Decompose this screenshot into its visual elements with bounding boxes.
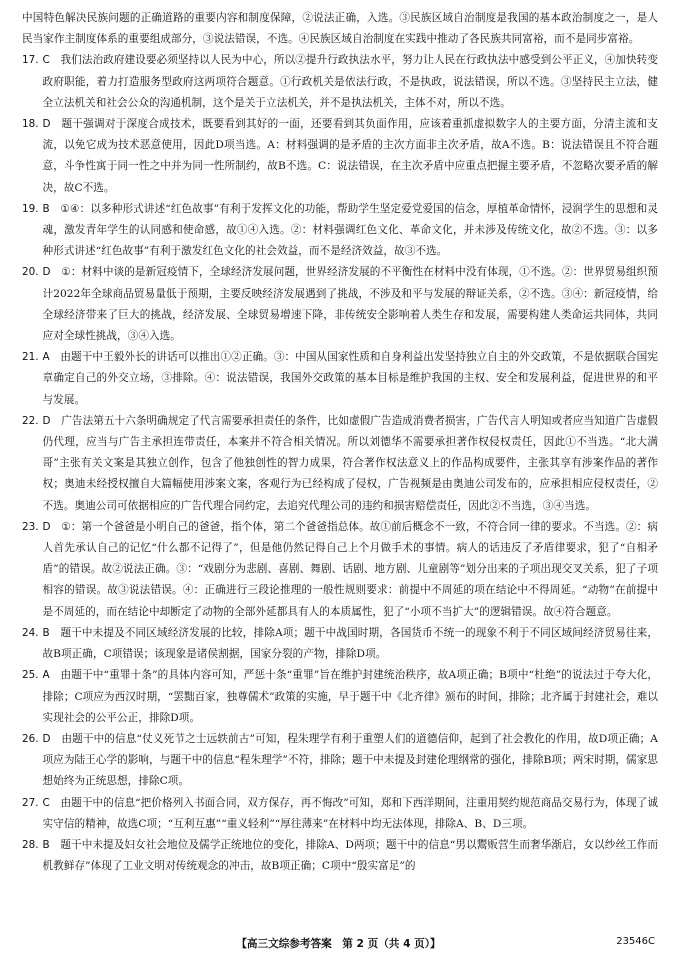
explanation-text: ①：材料中谈的是新冠疫情下，全球经济发展问题，世界经济发展的不平衡性在材料中没有体现，①不选。②：世界贸易组织预计2022年全球商品贸易量低于预期，主要反映经济发展遇到了挑战，不涉及和平与发展的辩证关系，②不选。③④：新冠疫情，给全球经济带来了巨大的挑战，经济发展、全球贸易增速下降，非传统安全影响着人类生存和发展，需要构建人类命运共同体，共同应对全球性挑战，③④入选。 (42, 266, 658, 343)
answer-letter: D (42, 732, 51, 745)
answer-explanation (43, 517, 658, 623)
answer-explanation (43, 665, 658, 729)
explanation-text: 由题干中的信息“把价格列入书面合同，双方保存，再不悔改”可知，郑和下西洋期间，注重用契约规范商品交易行为，体现了诚实守信的精神，故选C项；“互利互惠”“重义轻利”“厚往薄来”在材料中均无法体现，排除A、B、D三项。 (42, 796, 658, 830)
explanation-text: 题干中未提及妇女社会地位及儒学正统地位的变化，排除A、D两项；题干中的信息“男以鬻贩营生而奢华渐启，女以纱丝工作而机教鲜存”体现了工业文明对传统观念的冲击，故B项正确；C项中“殷实富足”的 (42, 838, 658, 873)
answer-letter: B (42, 626, 50, 639)
answer-letter: D (42, 266, 51, 279)
footer-title: 【高三文综参考答案 第 2 页（共 4 页）】 (236, 938, 441, 950)
answer-explanation (43, 835, 658, 877)
question-number: 24. (22, 626, 39, 639)
answer-item (22, 793, 658, 835)
answer-item (22, 665, 658, 729)
page-footer (0, 936, 677, 956)
answer-item (22, 347, 658, 411)
answer-explanation (43, 262, 658, 347)
question-number: 18. (22, 118, 39, 131)
question-number: 20. (22, 266, 39, 279)
answer-letter: B (42, 202, 50, 215)
answer-item (22, 835, 658, 877)
answer-explanation (43, 793, 658, 835)
answer-item (22, 114, 658, 199)
answer-explanation (43, 623, 658, 665)
question-number: 19. (22, 202, 39, 215)
answer-letter: C (42, 54, 50, 67)
answer-item (22, 199, 658, 263)
answer-explanation (43, 411, 658, 517)
answer-explanation (43, 729, 658, 793)
answer-item (22, 262, 658, 347)
explanation-text: 我们法治政府建设要必须坚持以人民为中心，所以②提升行政执法水平，努力让人民在行政执法中感受到公平正义，④加快转变政府职能，着力打造服务型政府这两项符合题意。①行政机关是依法行政，不是执政，说法错误，所以不选。③坚持民主立法，健全立法机关和社会公众的沟通机制，这个是关于立法机关，并不是执法机关，主体不对，所以不选。 (42, 54, 658, 109)
question-number: 25. (22, 669, 39, 682)
answer-item (22, 411, 658, 517)
explanation-text: 由题干中王毅外长的讲话可以推出①②正确。③：中国从国家性质和自身利益出发坚持独立自主的外交政策，不是依据联合国宪章确定自己的外交立场，③排除。④：说法错误，我国外交政策的基本目标是维护我国的主权、安全和发展利益，促进世界的和平与发展。 (42, 351, 658, 406)
question-number: 27. (22, 796, 39, 809)
answer-letter: D (42, 118, 51, 131)
answer-explanation (43, 114, 658, 199)
question-number: 17. (22, 54, 39, 67)
answer-explanation (43, 50, 658, 114)
explanation-text: 由题干中的信息“仗义死节之士远轶前古”可知，程朱理学有利于重塑人们的道德信仰，起到了社会教化的作用，故D项正确；A项应为陆王心学的影响，与题干中的信息“程朱理学”不符，排除；题干中未提及封建伦理纲常的强化，排除B项；两宋时期，儒家思想始终为正统思想，排除C项。 (42, 732, 658, 788)
answer-letter: A (42, 351, 50, 364)
explanation-text: ①④：以多种形式讲述“红色故事”有利于发挥文化的功能，帮助学生坚定爱党爱国的信念，厚植革命情怀，浸润学生的思想和灵魂，激发青年学生的认同感和使命感，故①④入选。②：材料强调红色文化、革命文化，并未涉及传统文化，故②不选。③：以多种形式讲述“红色故事”有利于激发红色文化的社会效益，而不是经济效益，故③不选。 (42, 202, 658, 258)
answer-explanation (43, 199, 658, 263)
answer-letter: D (42, 414, 51, 427)
question-number: 21. (22, 351, 39, 364)
answer-letter: B (42, 838, 50, 851)
answer-letter: A (42, 669, 50, 682)
answer-letter: D (42, 520, 51, 533)
answer-key-page (22, 8, 658, 877)
question-number: 26. (22, 732, 39, 745)
question-number: 28. (22, 838, 39, 851)
explanation-text: 题干强调对于深度合成技术，既要看到其好的一面，还要看到其负面作用，应该着重抓虚拟数字人的主要方面，分清主流和支流，以免它成为技术恶意使用，因此D项当选。A：材料强调的是矛盾的主次方面非主次矛盾，故A不选。B：说法错误且不符合题意，斗争性寓于同一性之中并为同一性所制约，故B不选。C：说法错误，在主次矛盾中应重点把握主要矛盾，不忽略次要矛盾的解决，故C不选。 (42, 118, 658, 194)
explanation-text: 由题干中“重罪十条”的具体内容可知，严惩十条“重罪”旨在维护封建统治秩序，故A项正确；B项中“杜绝”的说法过于夸大化，排除；C项应为西汉时期，“罢黜百家，独尊儒术”政策的实施，早于题干中《北齐律》颁布的时间，排除；北齐属于封建社会，难以实现社会的公平公正，排除D项。 (42, 669, 658, 724)
document-code: 23546C (616, 936, 655, 947)
answer-list (22, 50, 658, 877)
intro-paragraph: 中国特色解决民族问题的正确道路的重要内容和制度保障，②说法正确，入选。③民族区域自治制度是我国的基本政治制度之一，是人民当家作主制度体系的重要组成部分，③说法错误，不选。④民族区域自治制度在实践中推动了各民族共同富裕，而不是同步富裕。 (22, 12, 658, 46)
explanation-text: 广告法第五十六条明确规定了代言需要承担责任的条件，比如虚假广告造成消费者损害，广告代言人明知或者应当知道广告虚假仍代理，应当与广告主承担连带责任，本案并不符合相关情况。所以刘德华不需要承担著作权侵权责任，因此①不当选。“北大满哥”主张有关文案是其独立创作，包含了他独创性的智力成果，符合著作权法意义上的作品构成要件，主张其享有涉案作品的著作权；奥迪未经授权擅自大篇幅使用涉案文案，客观行为已经构成了侵权，广告视频是由奥迪公司发布的，应承担相应侵权责任，②不选。奥迪公司可依据相应的广告代理合同约定，去追究代理公司的违约和损害赔偿责任，因此②不当选，③④当选。 (42, 414, 658, 512)
answer-item (22, 729, 658, 793)
answer-explanation (43, 347, 658, 411)
answer-item (22, 50, 658, 114)
question-number: 23. (22, 520, 39, 533)
question-number: 22. (22, 414, 39, 427)
answer-item (22, 517, 658, 623)
answer-item (22, 623, 658, 665)
explanation-text: 题干中未提及不同区域经济发展的比较，排除A项；题干中战国时期，各国货币不统一的现象不利于不同区域间经济贸易往来，故B项正确，C项错误；该现象是诸侯割据，国家分裂的产物，排除D项。 (42, 626, 658, 661)
explanation-text: ①：第一个爸爸是小明自己的爸爸，指个体，第二个爸爸指总体。故①前后概念不一致，不符合同一律的要求。不当选。②：病人首先承认自己的记忆“什么都不记得了”，但是他仍然记得自己上个月做手术的事情。病人的话违反了矛盾律要求，犯了“自相矛盾”的错误。故②说法正确。③：“戏剧分为悲剧、喜剧、舞剧、话剧、地方剧、儿童剧等”划分出来的子项出现交叉关系，犯了子项相容的错误。故③说法错误。④：正确进行三段论推理的一般性规则要求：前提中不周延的项在结论中不得周延。“动物”在前提中是不周延的，而在结论中却断定了动物的全部外延都具有人的本质属性，犯了“小项不当扩大”的逻辑错误。故④符合题意。 (42, 520, 658, 618)
answer-letter: C (42, 796, 50, 809)
